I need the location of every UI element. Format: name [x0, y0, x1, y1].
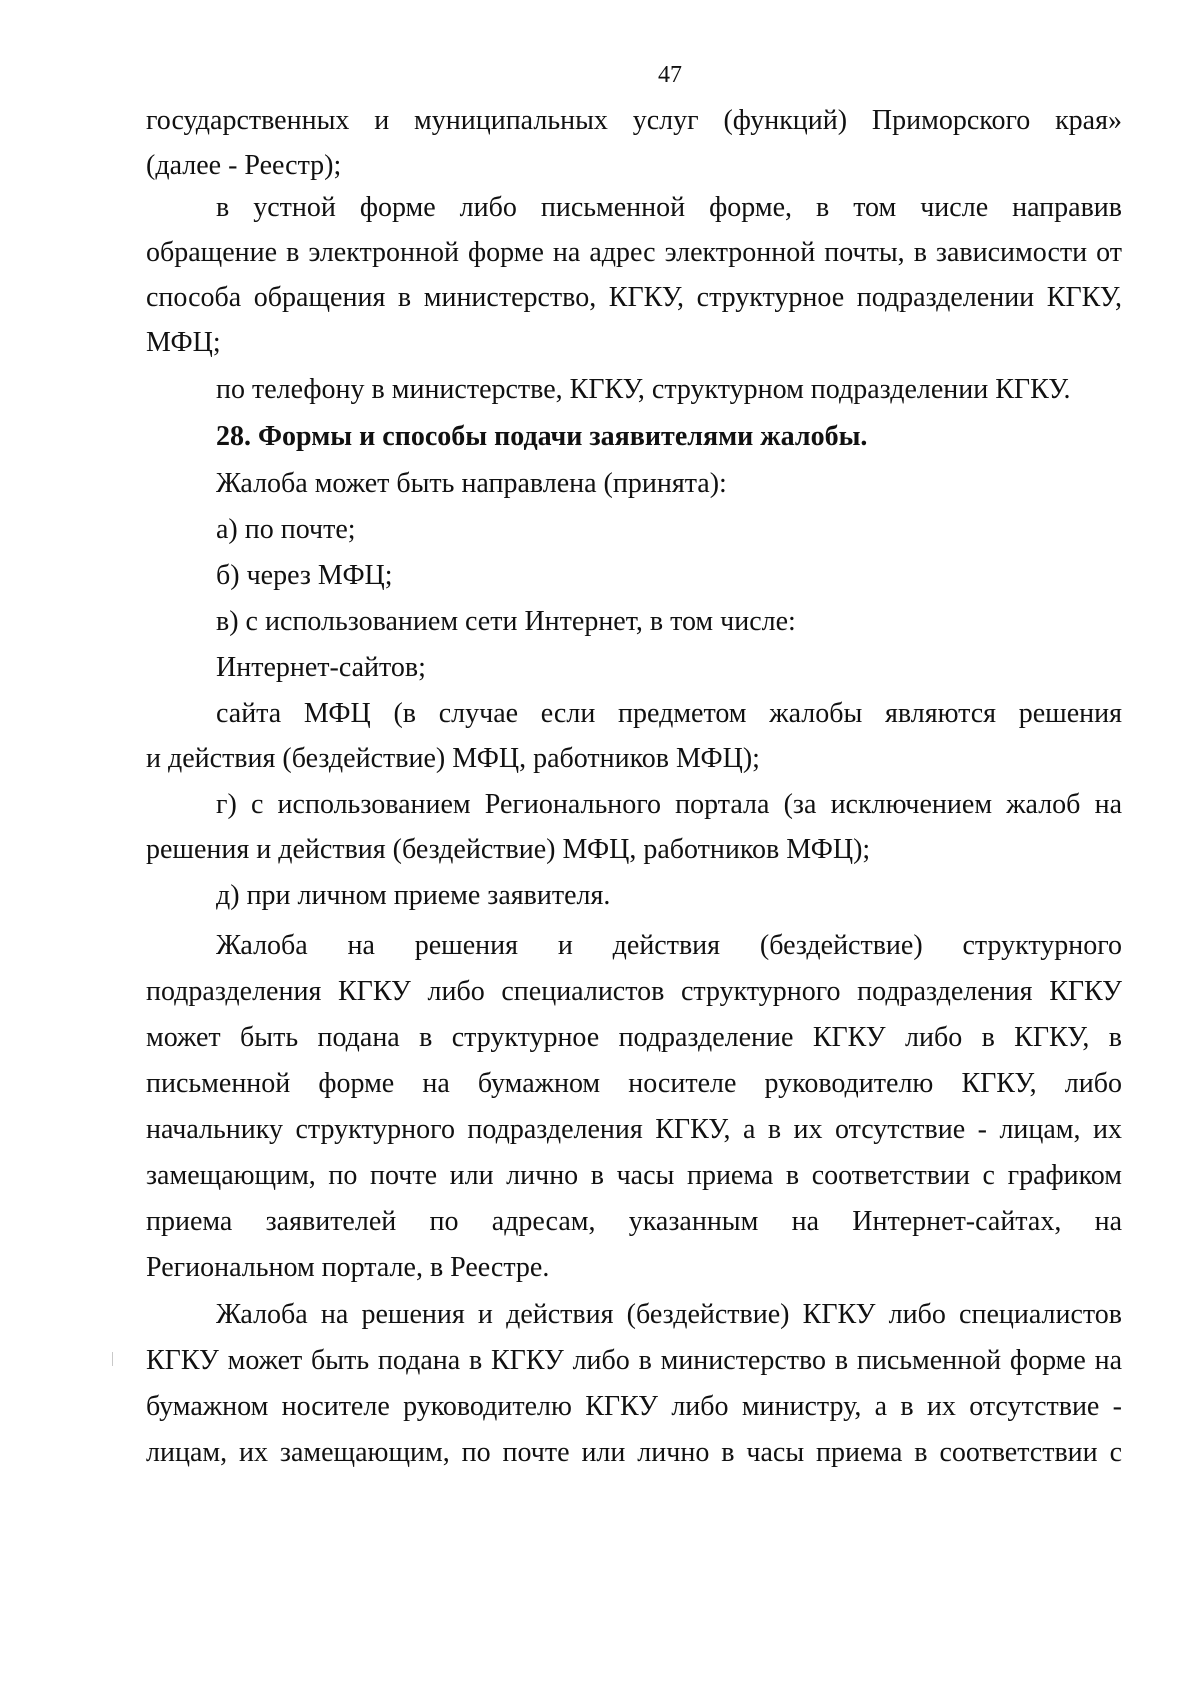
text-line: письменной форме на бумажном носителе руководителю КГКУ, либо [146, 1068, 1122, 1099]
text-line: может быть подана в структурное подразделение КГКУ либо в КГКУ, в [146, 1022, 1122, 1053]
paragraph-oral-written-form [146, 185, 1122, 365]
text-line: приема заявителей по адресам, указанным на Интернет-сайтах, на [146, 1206, 1122, 1237]
paragraph-regional-portal [146, 782, 1122, 872]
text-line: и действия (бездействие) МФЦ, работников МФЦ); [146, 743, 760, 774]
text-line: Региональном портале, в Реестре. [146, 1252, 550, 1283]
paragraph-registry-continuation [146, 98, 1122, 188]
paragraph-mfc-site [146, 691, 1122, 781]
section-heading-28: 28. Формы и способы подачи заявителями жалобы. [216, 421, 868, 452]
paragraph-structural-subdivision-complaint [146, 923, 1122, 1291]
text-line: замещающим, по почте или лично в часы приема в соответствии с графиком [146, 1160, 1122, 1191]
list-item-by-mail: а) по почте; [216, 514, 356, 545]
page-number: 47 [658, 62, 682, 88]
text-line: начальнику структурного подразделения КГКУ, а в их отсутствие - лицам, их [146, 1114, 1122, 1145]
margin-scan-mark [112, 1352, 113, 1366]
list-item-internet: в) с использованием сети Интернет, в том числе: [216, 606, 796, 637]
text-line: Жалоба на решения и действия (бездействие) структурного [216, 930, 1122, 961]
list-item-internet-sites: Интернет-сайтов; [216, 652, 426, 683]
list-item-via-mfc: б) через МФЦ; [216, 560, 393, 591]
text-line: бумажном носителе руководителю КГКУ либо министру, а в их отсутствие - [146, 1391, 1122, 1422]
text-line: решения и действия (бездействие) МФЦ, работников МФЦ); [146, 834, 871, 865]
list-item-personal-reception: д) при личном приеме заявителя. [216, 880, 611, 911]
text-line: подразделения КГКУ либо специалистов структурного подразделения КГКУ [146, 976, 1122, 1007]
text-line: способа обращения в министерство, КГКУ, структурное подразделении КГКУ, [146, 282, 1122, 313]
text-line: сайта МФЦ (в случае если предметом жалобы являются решения [216, 698, 1122, 729]
paragraph-by-phone: по телефону в министерстве, КГКУ, структурном подразделении КГКУ. [216, 374, 1071, 405]
text-line: государственных и муниципальных услуг (функций) Приморского края» [146, 105, 1122, 136]
text-line: г) с использованием Регионального портала (за исключением жалоб на [216, 789, 1122, 820]
text-line: лицам, их замещающим, по почте или лично в часы приема в соответствии с [146, 1437, 1122, 1468]
text-line: в устной форме либо письменной форме, в том числе направив [216, 192, 1122, 223]
text-line: КГКУ может быть подана в КГКУ либо в министерство в письменной форме на [146, 1345, 1122, 1376]
text-line: обращение в электронной форме на адрес электронной почты, в зависимости от [146, 237, 1122, 268]
text-line: Жалоба на решения и действия (бездействие) КГКУ либо специалистов [216, 1299, 1122, 1330]
text-line: МФЦ; [146, 327, 221, 358]
text-line: (далее - Реестр); [146, 150, 342, 181]
paragraph-complaint-may-be-sent: Жалоба может быть направлена (принята): [216, 468, 727, 499]
paragraph-kgku-complaint [146, 1292, 1122, 1476]
